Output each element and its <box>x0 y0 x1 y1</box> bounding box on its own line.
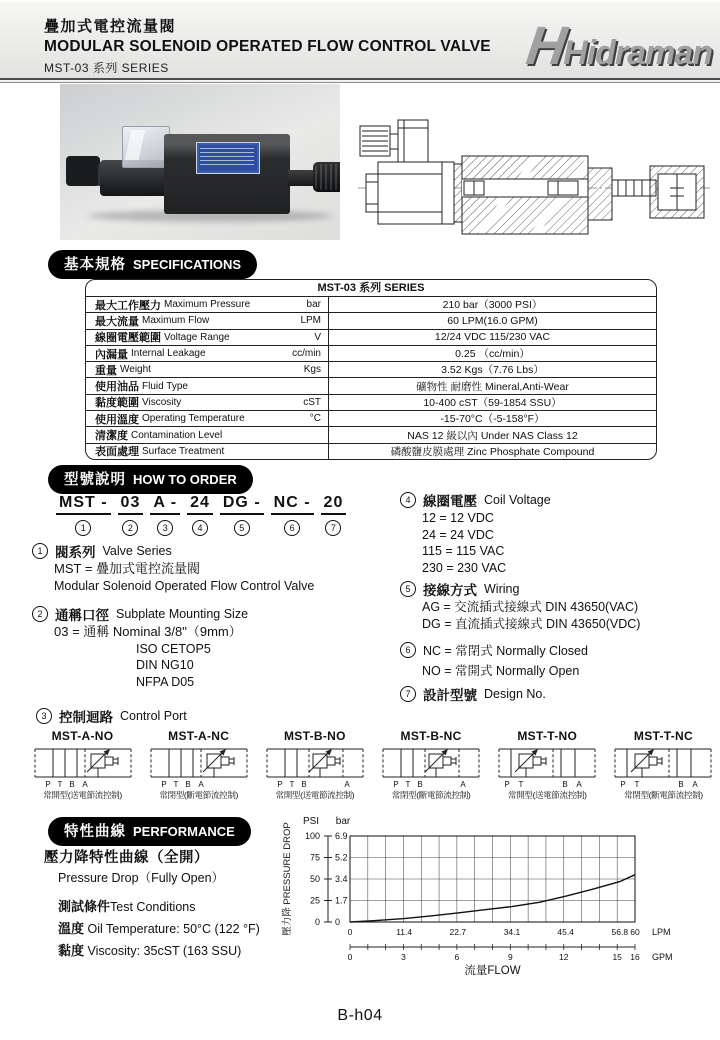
model-code-segment <box>271 494 314 536</box>
svg-text:B: B <box>417 780 423 788</box>
circled-number: 6 <box>284 520 300 536</box>
photo-stem <box>288 170 316 186</box>
test-conditions-title <box>58 896 294 915</box>
segment-text: 24 <box>187 494 213 515</box>
svg-text:22.7: 22.7 <box>449 927 467 937</box>
spec-label-zh: 最大流量 <box>95 315 139 328</box>
specifications-section-header <box>48 250 257 279</box>
pressure-drop-title-en: Pressure Drop（Fully Open） <box>58 871 225 885</box>
oil-temp-en: Oil Temperature: 50°C (122 °F) <box>87 922 260 936</box>
circled-number: 2 <box>32 606 48 622</box>
table-row <box>86 312 656 328</box>
model-code-segment <box>150 494 180 536</box>
diagram-caption: 常開型(送電節流控制) <box>275 790 355 800</box>
circled-number: 1 <box>32 543 48 559</box>
table-row <box>86 345 656 361</box>
brand-name: Hidraman <box>563 34 712 72</box>
svg-text:9: 9 <box>507 952 513 962</box>
order-item-title <box>400 641 588 659</box>
test-conditions-zh: 測試條件 <box>58 899 111 914</box>
order-item-line: 24 = 24 VDC <box>422 527 494 542</box>
svg-text:0: 0 <box>347 927 353 937</box>
model-code-segment <box>56 494 111 536</box>
svg-text:6.9: 6.9 <box>335 831 348 841</box>
svg-text:12: 12 <box>559 952 569 962</box>
table-row <box>86 426 656 442</box>
spec-label-en: Surface Treatment <box>142 445 225 457</box>
svg-text:A: A <box>344 780 350 788</box>
order-item-mounting-size <box>32 604 248 690</box>
control-port-diagram <box>375 729 488 801</box>
model-code-segment <box>118 494 144 536</box>
order-item-line: 03 = 通稱 Nominal 3/8"（9mm） <box>54 624 242 639</box>
svg-text:50: 50 <box>309 874 320 884</box>
order-item-design-no <box>400 684 546 704</box>
control-port-diagram <box>142 729 255 801</box>
spec-label-en: Maximum Pressure <box>164 299 251 311</box>
svg-text:P: P <box>393 780 399 788</box>
svg-text:T: T <box>173 780 179 788</box>
table-row <box>86 377 656 393</box>
svg-text:A: A <box>692 780 699 788</box>
order-item-subline: ISO CETOP5 <box>136 641 211 656</box>
spec-label-cell <box>86 411 328 426</box>
viscosity-condition <box>58 940 294 959</box>
svg-text:25: 25 <box>309 895 320 906</box>
spec-unit: LPM <box>300 315 321 327</box>
diagram-caption: 常開型(送電節流控制) <box>507 790 587 800</box>
order-item-title <box>32 541 314 561</box>
spec-label-cell <box>86 297 328 312</box>
circled-number: 7 <box>325 520 341 536</box>
photo-nameplate-text <box>200 148 254 166</box>
order-item-line: NC = 常閉式 Normally Closed <box>423 644 588 658</box>
diagram-name: MST-A-NC <box>168 729 230 743</box>
control-port-diagram <box>607 729 720 801</box>
spec-value: 12/24 VDC 115/230 VAC <box>328 330 656 345</box>
svg-text:P: P <box>504 780 510 788</box>
order-item-title-zh: 閥系列 <box>55 545 96 560</box>
diagram-name: MST-T-NO <box>517 729 578 743</box>
spec-unit: Kgs <box>303 364 321 376</box>
diagram-caption: 常開型(送電節流控制) <box>43 790 122 800</box>
svg-text:A: A <box>460 780 466 788</box>
spec-label-en: Maximum Flow <box>142 315 210 327</box>
spec-value: 3.52 Kgs（7.76 Lbs） <box>328 362 656 377</box>
spec-label-en: Operating Temperature <box>142 413 245 425</box>
svg-text:T: T <box>289 780 295 788</box>
spec-label-en: Voltage Range <box>164 331 230 343</box>
order-item-title-en: Subplate Mounting Size <box>116 607 249 621</box>
model-code-segment <box>187 494 213 536</box>
order-item-title <box>36 706 187 726</box>
svg-text:GPM: GPM <box>652 952 673 962</box>
order-item-wiring <box>400 579 640 632</box>
valve-symbol <box>147 744 251 788</box>
model-code-segment <box>220 494 264 536</box>
diagram-name: MST-B-NO <box>284 729 346 743</box>
order-item-line: NO = 常開式 Normally Open <box>422 664 580 678</box>
table-row <box>86 443 656 459</box>
spec-unit: cST <box>303 396 321 408</box>
order-item-normally-closed-open <box>400 641 588 680</box>
svg-text:PSI: PSI <box>302 816 320 827</box>
spec-unit: V <box>314 331 321 343</box>
control-port-diagram <box>258 729 371 801</box>
spec-label-cell <box>86 395 328 410</box>
viscosity-zh: 黏度 <box>58 943 85 958</box>
pressure-drop-title-zh: 壓力降特性曲線（全開） <box>44 850 209 866</box>
svg-text:45.4: 45.4 <box>557 927 574 937</box>
performance-title-en: PERFORMANCE <box>133 824 235 839</box>
order-item-title-en: Wiring <box>484 582 520 596</box>
spec-value: 礦物性 耐磨性 Mineral,Anti-Wear <box>328 378 656 393</box>
order-item-title-zh: 設計型號 <box>423 688 477 703</box>
spec-label-cell <box>86 330 328 345</box>
svg-text:11.4: 11.4 <box>396 927 413 937</box>
spec-unit: cc/min <box>292 348 321 360</box>
page-header <box>0 0 720 81</box>
order-item-title-en: Design No. <box>484 687 546 701</box>
diagram-name: MST-A-NO <box>51 729 114 743</box>
spec-table-title: MST-03 系列 SERIES <box>317 282 425 294</box>
spec-label-en: Fluid Type <box>142 380 188 392</box>
svg-text:6: 6 <box>454 952 460 962</box>
photo-left-cap <box>66 156 100 186</box>
order-item-subline: DIN NG10 <box>136 658 194 672</box>
spec-label-en: Weight <box>120 364 151 376</box>
svg-text:75: 75 <box>309 852 320 863</box>
page-title: MODULAR SOLENOID OPERATED FLOW CONTROL VALVE <box>44 38 491 55</box>
cross-section-drawing <box>352 104 716 248</box>
svg-text:B: B <box>678 780 685 788</box>
svg-text:P: P <box>277 780 283 788</box>
spec-label-zh: 最大工作壓力 <box>95 299 161 312</box>
order-item-valve-series <box>32 541 314 594</box>
svg-text:P: P <box>620 780 627 788</box>
test-conditions-en: Test Conditions <box>110 900 196 914</box>
segment-text: 03 <box>118 494 144 515</box>
order-item-control-port <box>36 706 187 726</box>
order-item-title-zh: 控制迴路 <box>59 710 113 725</box>
svg-text:0: 0 <box>335 917 341 927</box>
svg-text:T: T <box>518 780 524 788</box>
spec-value: 60 LPM(16.0 GPM) <box>328 313 656 328</box>
spec-value: 磷酸鹽皮膜處理 Zinc Phosphate Compound <box>328 444 656 459</box>
order-item-title-zh: 線圈電壓 <box>423 494 477 509</box>
svg-text:B: B <box>185 780 191 788</box>
svg-text:流量FLOW: 流量FLOW <box>464 965 521 977</box>
spec-label-zh: 清潔度 <box>95 430 128 443</box>
spec-label-cell <box>86 378 328 393</box>
svg-text:1.7: 1.7 <box>335 895 348 906</box>
spec-value: -15-70°C（-5-158°F） <box>328 411 656 426</box>
order-item-line: 230 = 230 VAC <box>422 560 507 575</box>
svg-text:P: P <box>44 780 51 788</box>
brand-logo <box>522 16 712 76</box>
svg-text:A: A <box>81 780 88 788</box>
model-code-segment <box>321 494 347 536</box>
table-row <box>86 394 656 410</box>
spec-value: NAS 12 級以內 Under NAS Class 12 <box>328 427 656 442</box>
segment-text: NC - <box>271 494 314 515</box>
performance-section-header <box>48 817 251 846</box>
diagram-name: MST-T-NC <box>633 729 693 743</box>
order-item-title <box>400 684 546 704</box>
diagram-caption: 常閉型(斷電節流控制) <box>624 790 703 800</box>
order-item-title-en: Valve Series <box>102 544 172 558</box>
svg-text:P: P <box>161 780 167 788</box>
svg-text:0: 0 <box>314 917 320 927</box>
segment-text: A - <box>150 494 180 515</box>
specifications-title-zh: 基本規格 <box>64 257 126 273</box>
control-port-diagram <box>26 729 139 801</box>
segment-text: MST - <box>56 494 111 515</box>
table-row <box>86 410 656 426</box>
circled-number: 7 <box>400 686 416 702</box>
circled-number: 4 <box>400 492 416 508</box>
spec-label-cell <box>86 427 328 442</box>
svg-text:3.4: 3.4 <box>335 874 348 884</box>
svg-text:16: 16 <box>630 952 640 962</box>
order-item-line: DG = 直流插式接線式 DIN 43650(VDC) <box>422 616 641 631</box>
circled-number: 6 <box>400 642 416 658</box>
svg-text:60: 60 <box>630 927 640 937</box>
svg-text:100: 100 <box>304 831 320 841</box>
spec-label-cell <box>86 313 328 328</box>
svg-text:A: A <box>576 780 582 788</box>
spec-label-zh: 線圈電壓範圍 <box>95 332 161 345</box>
model-code <box>56 494 353 536</box>
svg-text:0: 0 <box>347 952 353 962</box>
photo-knob-knurl <box>315 164 340 190</box>
spec-label-zh: 黏度範圍 <box>95 397 139 410</box>
spec-label-cell <box>86 362 328 377</box>
valve-symbol <box>495 744 599 788</box>
spec-label-cell <box>86 346 328 361</box>
spec-label-zh: 表面處理 <box>95 446 139 459</box>
spec-value: 210 bar（3000 PSI） <box>328 297 656 312</box>
circled-number: 5 <box>234 520 250 536</box>
svg-text:5.2: 5.2 <box>335 852 348 863</box>
valve-symbol <box>379 744 483 788</box>
svg-text:B: B <box>562 780 568 788</box>
oil-temperature-condition <box>58 918 294 937</box>
diagram-name: MST-B-NC <box>400 729 462 743</box>
specifications-title-en: SPECIFICATIONS <box>133 257 242 272</box>
order-item-line: MST = 疊加式電控流量閥 <box>54 561 201 576</box>
circled-number: 5 <box>400 581 416 597</box>
order-item-title-zh: 通稱口徑 <box>55 608 109 623</box>
valve-symbol <box>263 744 367 788</box>
segment-text: DG - <box>220 494 264 515</box>
svg-text:T: T <box>57 780 62 788</box>
product-photo <box>60 84 340 240</box>
table-row <box>86 329 656 345</box>
brand-h-icon: H <box>522 16 571 76</box>
spec-label-zh: 使用溫度 <box>95 413 139 426</box>
svg-text:B: B <box>68 780 75 788</box>
order-item-line: 12 = 12 VDC <box>422 511 494 525</box>
svg-text:56.8: 56.8 <box>611 927 629 937</box>
spec-unit: °C <box>309 413 321 425</box>
performance-title-zh: 特性曲線 <box>64 824 126 840</box>
spec-label-en: Internal Leakage <box>131 348 206 360</box>
order-title-zh: 型號說明 <box>64 472 126 488</box>
svg-text:B: B <box>301 780 307 788</box>
circled-number: 2 <box>122 520 138 536</box>
valve-symbol <box>611 744 715 788</box>
svg-text:T: T <box>405 780 411 788</box>
spec-label-en: Viscosity <box>142 396 182 408</box>
title-chinese: 疊加式電控流量閥 <box>44 18 177 35</box>
order-item-title-en: Control Port <box>120 709 187 723</box>
table-row <box>86 296 656 312</box>
order-item-title-en: Coil Voltage <box>484 493 551 507</box>
spec-label-zh: 重量 <box>95 364 117 377</box>
circled-number: 3 <box>157 520 173 536</box>
order-item-title-zh: 接線方式 <box>423 583 477 598</box>
spec-label-cell <box>86 444 328 459</box>
spec-value: 0.25 （cc/min） <box>328 346 656 361</box>
order-item-title <box>32 604 248 624</box>
page-code: B-h04 <box>337 1007 383 1024</box>
spec-value: 10-400 cST（59-1854 SSU） <box>328 395 656 410</box>
circled-number: 3 <box>36 708 52 724</box>
oil-temp-zh: 溫度 <box>58 921 85 936</box>
circled-number: 4 <box>192 520 208 536</box>
svg-text:壓力降 PRESSURE DROP: 壓力降 PRESSURE DROP <box>282 822 293 936</box>
valve-symbol <box>31 744 135 788</box>
how-to-order-section-header <box>48 465 253 494</box>
order-item-subline: NFPA D05 <box>136 674 195 689</box>
pressure-drop-chart <box>280 810 720 980</box>
diagram-caption: 常閉型(斷電節流控制) <box>391 790 471 800</box>
segment-text: 20 <box>321 494 347 515</box>
order-item-line: 115 = 115 VAC <box>422 544 505 558</box>
order-item-title <box>400 579 640 599</box>
diagram-caption: 常閉型(斷電節流控制) <box>159 790 239 800</box>
spec-label-zh: 內漏量 <box>95 348 128 361</box>
svg-text:bar: bar <box>335 816 351 827</box>
control-port-diagram <box>491 729 604 801</box>
order-item-title <box>400 490 551 510</box>
title-block <box>44 15 491 76</box>
spec-label-zh: 使用油品 <box>95 381 139 394</box>
spec-unit: bar <box>306 299 321 311</box>
svg-text:T: T <box>634 780 640 788</box>
viscosity-en: Viscosity: 35cST (163 SSU) <box>87 944 242 958</box>
performance-notes <box>44 846 294 959</box>
svg-text:3: 3 <box>401 952 406 962</box>
svg-text:34.1: 34.1 <box>503 927 521 937</box>
order-title-en: HOW TO ORDER <box>133 472 237 487</box>
order-item-coil-voltage <box>400 490 551 576</box>
order-item-line: AG = 交流插式接線式 DIN 43650(VAC) <box>422 600 639 614</box>
specifications-table <box>85 279 657 460</box>
spec-label-en: Contamination Level <box>131 429 223 441</box>
svg-text:15: 15 <box>612 952 622 962</box>
table-row <box>86 361 656 377</box>
order-item-line: Modular Solenoid Operated Flow Control Valve <box>54 578 315 593</box>
control-port-diagrams <box>26 729 720 801</box>
svg-text:LPM: LPM <box>652 927 671 937</box>
svg-text:A: A <box>198 780 204 788</box>
circled-number: 1 <box>75 520 91 536</box>
series-label: MST-03 系列 SERIES <box>44 61 169 75</box>
